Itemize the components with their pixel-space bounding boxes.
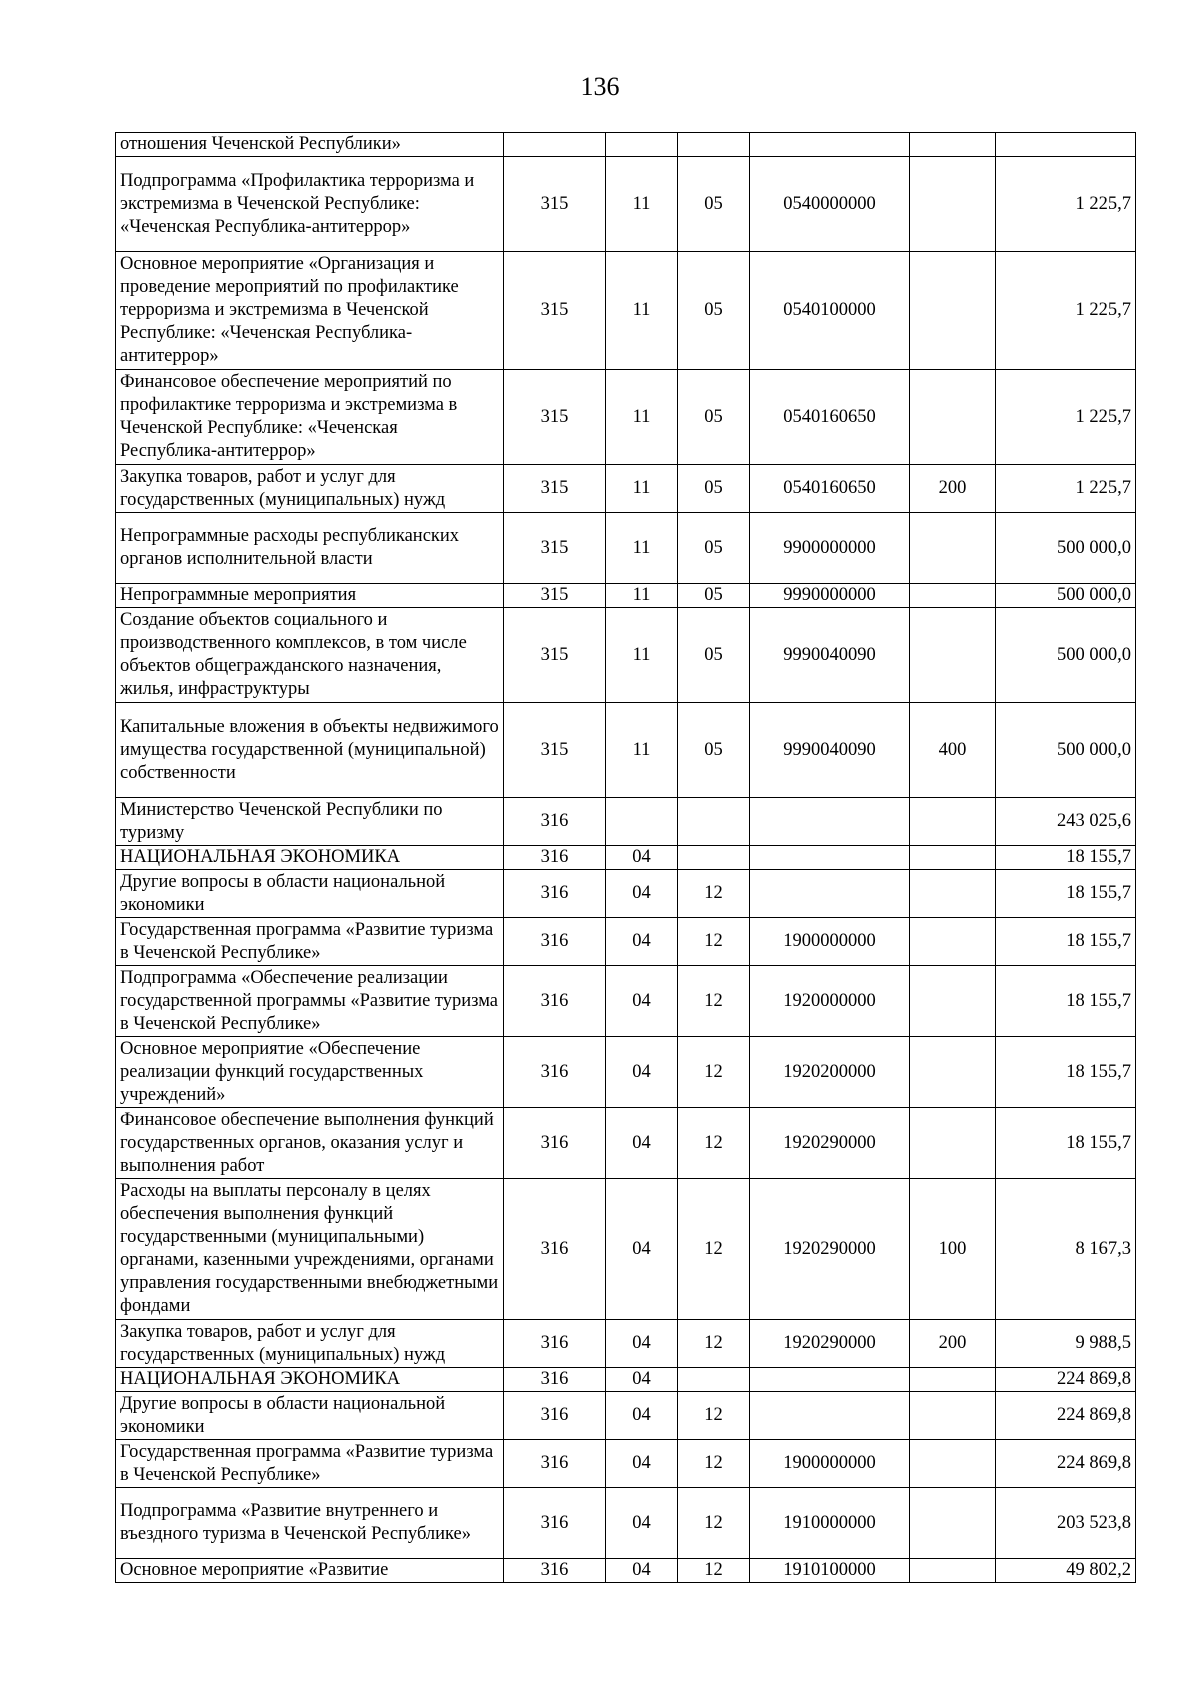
cell-amount: 224 869,8 (996, 1392, 1136, 1440)
cell-subsection: 05 (678, 703, 750, 798)
cell-amount: 224 869,8 (996, 1368, 1136, 1392)
cell-target-article: 0540160650 (750, 465, 910, 513)
cell-name: Закупка товаров, работ и услуг для государственных (муниципальных) нужд (116, 1320, 504, 1368)
cell-name: Государственная программа «Развитие туризма в Чеченской Республике» (116, 918, 504, 966)
cell-target-article: 0540000000 (750, 157, 910, 252)
table-row (116, 703, 1136, 798)
cell-section: 11 (606, 370, 678, 465)
cell-target-article: 1920000000 (750, 966, 910, 1037)
cell-subsection: 12 (678, 1179, 750, 1320)
cell-amount: 49 802,2 (996, 1559, 1136, 1583)
cell-amount: 203 523,8 (996, 1488, 1136, 1559)
table-row (116, 513, 1136, 584)
cell-ministry-code: 316 (504, 1440, 606, 1488)
cell-target-article: 1920290000 (750, 1108, 910, 1179)
cell-section: 11 (606, 157, 678, 252)
cell-amount: 500 000,0 (996, 584, 1136, 608)
cell-ministry-code: 315 (504, 157, 606, 252)
cell-section: 04 (606, 1392, 678, 1440)
cell-name: НАЦИОНАЛЬНАЯ ЭКОНОМИКА (116, 1368, 504, 1392)
cell-name: Расходы на выплаты персоналу в целях обеспечения выполнения функций государственными (муниципальными) органами, казенными учреждениями, органами управления государственными внебюджетными фондами (116, 1179, 504, 1320)
cell-expense-type (910, 252, 996, 370)
cell-target-article: 9990040090 (750, 703, 910, 798)
budget-table (115, 132, 1136, 1583)
cell-name: Основное мероприятие «Обеспечение реализации функций государственных учреждений» (116, 1037, 504, 1108)
cell-section: 04 (606, 1320, 678, 1368)
cell-subsection (678, 1368, 750, 1392)
cell-expense-type (910, 1108, 996, 1179)
cell-target-article: 1920200000 (750, 1037, 910, 1108)
table-body (116, 133, 1136, 1583)
table-row (116, 252, 1136, 370)
cell-section: 11 (606, 608, 678, 703)
cell-amount: 18 155,7 (996, 918, 1136, 966)
cell-amount: 500 000,0 (996, 608, 1136, 703)
cell-expense-type (910, 1392, 996, 1440)
cell-subsection: 12 (678, 918, 750, 966)
cell-name: Финансовое обеспечение выполнения функций государственных органов, оказания услуг и выполнения работ (116, 1108, 504, 1179)
cell-target-article: 9900000000 (750, 513, 910, 584)
cell-ministry-code: 316 (504, 1488, 606, 1559)
cell-section: 11 (606, 513, 678, 584)
table-row (116, 966, 1136, 1037)
cell-expense-type (910, 513, 996, 584)
cell-subsection: 12 (678, 1320, 750, 1368)
cell-amount: 18 155,7 (996, 846, 1136, 870)
cell-target-article: 1920290000 (750, 1179, 910, 1320)
cell-amount: 18 155,7 (996, 966, 1136, 1037)
cell-expense-type (910, 608, 996, 703)
cell-section: 04 (606, 918, 678, 966)
cell-subsection: 05 (678, 252, 750, 370)
cell-subsection (678, 846, 750, 870)
table-row (116, 798, 1136, 846)
cell-subsection: 12 (678, 966, 750, 1037)
cell-section (606, 133, 678, 157)
cell-ministry-code: 315 (504, 608, 606, 703)
cell-expense-type: 100 (910, 1179, 996, 1320)
cell-name: Подпрограмма «Развитие внутреннего и въездного туризма в Чеченской Республике» (116, 1488, 504, 1559)
cell-subsection: 05 (678, 465, 750, 513)
cell-subsection: 12 (678, 1392, 750, 1440)
cell-expense-type: 400 (910, 703, 996, 798)
cell-name: Основное мероприятие «Развитие (116, 1559, 504, 1583)
cell-subsection: 12 (678, 1488, 750, 1559)
cell-ministry-code: 315 (504, 703, 606, 798)
cell-name: Непрограммные мероприятия (116, 584, 504, 608)
cell-expense-type (910, 1037, 996, 1108)
cell-section: 04 (606, 966, 678, 1037)
cell-expense-type (910, 584, 996, 608)
cell-amount: 18 155,7 (996, 1108, 1136, 1179)
cell-expense-type (910, 1488, 996, 1559)
cell-ministry-code: 316 (504, 1368, 606, 1392)
cell-amount: 9 988,5 (996, 1320, 1136, 1368)
cell-name: Другие вопросы в области национальной экономики (116, 1392, 504, 1440)
table-row (116, 1559, 1136, 1583)
cell-subsection: 05 (678, 513, 750, 584)
cell-target-article: 9990000000 (750, 584, 910, 608)
cell-ministry-code: 316 (504, 918, 606, 966)
cell-section: 11 (606, 584, 678, 608)
cell-amount: 1 225,7 (996, 252, 1136, 370)
cell-expense-type: 200 (910, 1320, 996, 1368)
cell-name: Финансовое обеспечение мероприятий по профилактике терроризма и экстремизма в Чеченской Республике: «Чеченская Республика-антитеррор» (116, 370, 504, 465)
cell-section: 04 (606, 870, 678, 918)
table-row (116, 465, 1136, 513)
cell-section: 04 (606, 1108, 678, 1179)
cell-ministry-code: 315 (504, 584, 606, 608)
cell-amount: 18 155,7 (996, 870, 1136, 918)
cell-amount: 243 025,6 (996, 798, 1136, 846)
cell-ministry-code: 315 (504, 370, 606, 465)
cell-expense-type (910, 370, 996, 465)
cell-section: 04 (606, 846, 678, 870)
cell-amount: 500 000,0 (996, 703, 1136, 798)
table-row (116, 1179, 1136, 1320)
cell-subsection: 12 (678, 1559, 750, 1583)
table-row (116, 157, 1136, 252)
cell-target-article: 1910100000 (750, 1559, 910, 1583)
cell-amount: 1 225,7 (996, 370, 1136, 465)
cell-name: НАЦИОНАЛЬНАЯ ЭКОНОМИКА (116, 846, 504, 870)
table-row (116, 1320, 1136, 1368)
cell-target-article: 1900000000 (750, 1440, 910, 1488)
cell-subsection (678, 798, 750, 846)
cell-ministry-code: 316 (504, 1392, 606, 1440)
cell-target-article: 1900000000 (750, 918, 910, 966)
cell-ministry-code: 316 (504, 1108, 606, 1179)
table-row (116, 846, 1136, 870)
cell-target-article (750, 870, 910, 918)
cell-expense-type (910, 1559, 996, 1583)
cell-subsection: 12 (678, 1440, 750, 1488)
cell-expense-type (910, 1368, 996, 1392)
cell-amount: 1 225,7 (996, 157, 1136, 252)
cell-expense-type: 200 (910, 465, 996, 513)
table-row (116, 1392, 1136, 1440)
cell-target-article (750, 1368, 910, 1392)
cell-target-article (750, 798, 910, 846)
table-row (116, 370, 1136, 465)
cell-target-article: 0540100000 (750, 252, 910, 370)
cell-section: 04 (606, 1037, 678, 1108)
cell-target-article (750, 846, 910, 870)
cell-ministry-code: 316 (504, 870, 606, 918)
cell-expense-type (910, 157, 996, 252)
cell-section (606, 798, 678, 846)
cell-expense-type (910, 133, 996, 157)
table-row (116, 608, 1136, 703)
cell-expense-type (910, 966, 996, 1037)
cell-subsection: 05 (678, 608, 750, 703)
cell-expense-type (910, 918, 996, 966)
cell-subsection: 05 (678, 157, 750, 252)
table-row (116, 1108, 1136, 1179)
cell-subsection (678, 133, 750, 157)
table-row (116, 584, 1136, 608)
cell-expense-type (910, 846, 996, 870)
cell-ministry-code: 316 (504, 846, 606, 870)
cell-subsection: 12 (678, 1108, 750, 1179)
table-row (116, 918, 1136, 966)
table-row (116, 1440, 1136, 1488)
cell-subsection: 12 (678, 1037, 750, 1108)
cell-ministry-code: 315 (504, 252, 606, 370)
cell-section: 04 (606, 1559, 678, 1583)
cell-target-article: 0540160650 (750, 370, 910, 465)
cell-name: Подпрограмма «Профилактика терроризма и экстремизма в Чеченской Республике: «Чеченская Республика-антитеррор» (116, 157, 504, 252)
table-row (116, 133, 1136, 157)
cell-name: Основное мероприятие «Организация и проведение мероприятий по профилактике терроризма и экстремизма в Чеченской Республике: «Чеченская Республика-антитеррор» (116, 252, 504, 370)
cell-subsection: 05 (678, 370, 750, 465)
cell-target-article (750, 133, 910, 157)
cell-expense-type (910, 798, 996, 846)
table-row (116, 1368, 1136, 1392)
cell-amount (996, 133, 1136, 157)
cell-ministry-code: 316 (504, 966, 606, 1037)
cell-target-article: 1920290000 (750, 1320, 910, 1368)
cell-section: 04 (606, 1179, 678, 1320)
cell-name: Создание объектов социального и производственного комплексов, в том числе объектов общегражданского назначения, жилья, инфраструктуры (116, 608, 504, 703)
cell-name: Подпрограмма «Обеспечение реализации государственной программы «Развитие туризма в Чеченской Республике» (116, 966, 504, 1037)
cell-section: 04 (606, 1488, 678, 1559)
cell-name: Капитальные вложения в объекты недвижимого имущества государственной (муниципальной) собственности (116, 703, 504, 798)
cell-name: Государственная программа «Развитие туризма в Чеченской Республике» (116, 1440, 504, 1488)
cell-amount: 500 000,0 (996, 513, 1136, 584)
cell-section: 04 (606, 1440, 678, 1488)
table-row (116, 1037, 1136, 1108)
table-row (116, 1488, 1136, 1559)
cell-target-article: 1910000000 (750, 1488, 910, 1559)
cell-target-article: 9990040090 (750, 608, 910, 703)
cell-expense-type (910, 1440, 996, 1488)
cell-ministry-code: 315 (504, 465, 606, 513)
cell-ministry-code: 316 (504, 798, 606, 846)
cell-ministry-code: 316 (504, 1320, 606, 1368)
cell-section: 11 (606, 703, 678, 798)
cell-ministry-code: 316 (504, 1037, 606, 1108)
cell-name: Закупка товаров, работ и услуг для государственных (муниципальных) нужд (116, 465, 504, 513)
cell-ministry-code: 316 (504, 1559, 606, 1583)
cell-target-article (750, 1392, 910, 1440)
cell-section: 11 (606, 252, 678, 370)
cell-amount: 8 167,3 (996, 1179, 1136, 1320)
cell-section: 11 (606, 465, 678, 513)
table-row (116, 870, 1136, 918)
cell-amount: 18 155,7 (996, 1037, 1136, 1108)
cell-name: Министерство Чеченской Республики по туризму (116, 798, 504, 846)
cell-section: 04 (606, 1368, 678, 1392)
cell-expense-type (910, 870, 996, 918)
cell-subsection: 05 (678, 584, 750, 608)
cell-name: Непрограммные расходы республиканских органов исполнительной власти (116, 513, 504, 584)
cell-name: отношения Чеченской Республики» (116, 133, 504, 157)
page-number: 136 (580, 72, 620, 101)
cell-subsection: 12 (678, 870, 750, 918)
cell-amount: 1 225,7 (996, 465, 1136, 513)
cell-ministry-code: 315 (504, 513, 606, 584)
cell-amount: 224 869,8 (996, 1440, 1136, 1488)
cell-name: Другие вопросы в области национальной экономики (116, 870, 504, 918)
cell-ministry-code: 316 (504, 1179, 606, 1320)
cell-ministry-code (504, 133, 606, 157)
